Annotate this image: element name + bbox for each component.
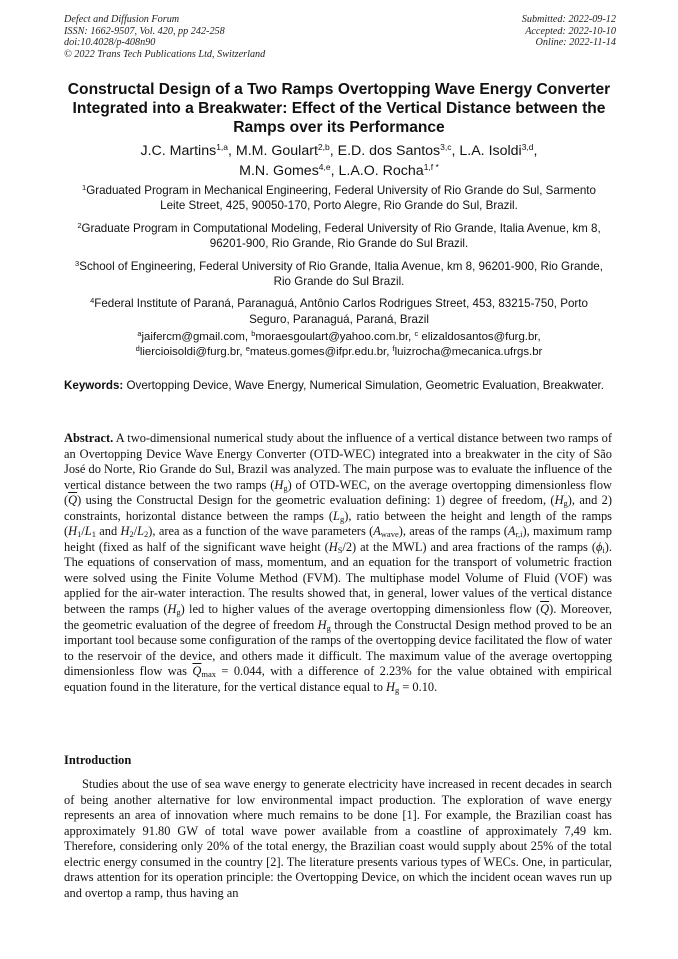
symbol-sub: g <box>176 607 181 618</box>
symbol-hs: H <box>328 539 338 554</box>
abstract-text: ), maximum ramp height (fixed as half of the significant wave height ( <box>64 524 613 554</box>
author-sup: 2,b <box>317 142 330 152</box>
email-list <box>72 330 606 361</box>
author-name: L.A. Isoldi <box>459 143 522 159</box>
symbol-h1: H <box>68 524 78 539</box>
journal-copyright: © 2022 Trans Tech Publications Ltd, Switzerland <box>64 48 266 60</box>
section-heading: Introduction <box>64 753 132 767</box>
abstract-text: ). Moreover, the geometric evaluation of the degree of freedom <box>64 602 613 632</box>
symbol-h: H <box>167 602 177 617</box>
symbol-sub: g <box>339 513 345 524</box>
symbol-sub: 1 <box>77 529 82 540</box>
author-list: J.C. Martins$^{1,a}$, M.M. Goulart$^{2,b}$, E.D. dos Santos$^{3,c}$, L.A. Isoldi$^{3,d}$, M.N. Gomes$^{4,e}$, L.A.O. Rocha$^{1,f *}$ <box>140 142 538 179</box>
affiliation <box>72 259 606 290</box>
symbol-q-bar: $\overline{Q}$ <box>68 493 78 508</box>
affiliation-text: School of Engineering, Federal University of Rio Grande, Italia Avenue, km 8, 96201-900, Rio Grande, Rio Grande do Sul Brazil. <box>79 259 603 289</box>
abstract-text: and <box>95 524 121 539</box>
email-sup: f <box>392 344 395 354</box>
abstract-text: ) led to higher values of the average overtopping dimensionless flow ( <box>180 602 541 617</box>
abstract <box>64 431 612 695</box>
symbol-h: H <box>554 493 564 508</box>
symbol-sub: g <box>563 498 568 509</box>
email-link[interactable]: mateus.gomes@ifpr.edu.br, <box>249 346 390 359</box>
affiliation-number: 1 <box>82 183 87 192</box>
email-sup: d <box>135 344 140 354</box>
abstract-text: through the Constructal Design method proved to be an important tool because some configuration of the ramps of the overtopping device facilitated the flow of water to the reservoir of the device, and others made it difficult. The maximum value of the average overtopping dimensionless flow was <box>64 617 613 679</box>
journal-issn: ISSN: 1662-9507, Vol. 420, pp 242-258 <box>64 25 225 37</box>
author-sup: 1,f * <box>423 162 439 172</box>
keywords-text: Overtopping Device, Wave Energy, Numerical Simulation, Geometric Evaluation, Breakwater. <box>126 379 604 392</box>
abstract-text: = 0.044, with a difference of 2.23% for the value obtained with empirical equation found in the literature, for the vertical distance equal to <box>64 664 612 694</box>
affiliation-number: 3 <box>75 258 80 268</box>
symbol-sub: r,i <box>515 529 523 540</box>
symbol-slash: / <box>133 524 138 539</box>
author-name: E.D. dos Santos <box>337 143 441 159</box>
abstract-label: Abstract. <box>64 431 114 445</box>
email-link[interactable]: jaifercm@gmail.com, <box>141 331 249 343</box>
abstract-text: = 0.10. <box>399 679 438 694</box>
symbol-sub: 2 <box>144 529 149 540</box>
submitted-date: Submitted: 2022-09-12 <box>521 14 616 25</box>
email-sup: e <box>245 344 250 354</box>
abstract-text: ), and 2) constraints, horizontal distance between the ramps ( <box>64 493 612 523</box>
abstract-text: ) using the Constructal Design for the geometric evaluation defining: 1) degree of freedom, ( <box>77 493 555 508</box>
affiliation-text: Graduate Program in Computational Modeling, Federal University of Rio Grande, Italia Avenue, km 8, 96201-900, Rio Grande, Rio Grande do Sul Brazil. <box>81 221 601 251</box>
author-sup: 4,e <box>318 162 331 172</box>
symbol-h: H <box>317 617 327 632</box>
affiliation-number: 2 <box>77 220 82 230</box>
symbol-h: H <box>386 679 395 694</box>
journal-name: Defect and Diffusion Forum <box>64 14 180 25</box>
affiliation-text: Federal Institute of Paraná, Paranaguá, Antônio Carlos Rodrigues Street, 453, 83215-750, Porto Seguro, Paranaguá, Paraná, Brazil <box>94 297 588 326</box>
author-sup: 3,c <box>440 142 452 152</box>
symbol-q-bar: $\overline{Q}$ <box>540 602 550 617</box>
abstract-text: ). The equations of conservation of mass, momentum, and an equation for the transport of volumetric fraction were solved using the Finite Volume Method (FVM). The multiphase model Volume of Fluid (VOF) was applied for the air-water interaction. The results showed that, in general, lower values of the vertical distance between the ramps ( <box>64 539 612 617</box>
abstract-text: ), ratio between the height and length of the ramps ( <box>64 508 612 539</box>
email-link[interactable]: liercioisoldi@furg.br, <box>139 346 243 359</box>
keywords <box>64 378 612 393</box>
abstract-text: ), areas of the ramps ( <box>398 524 508 539</box>
symbol-sub: S <box>337 544 343 555</box>
email-link[interactable]: luizrocha@mecanica.ufrgs.br <box>394 346 543 359</box>
symbol-sub: 2 <box>129 529 134 540</box>
affiliation <box>72 183 606 214</box>
abstract-text: /2) at the MWL) and area fractions of the ramps ( <box>342 539 596 554</box>
symbol-l2: L <box>137 524 145 539</box>
keywords-label: Keywords: <box>64 379 124 392</box>
symbol-h2: H <box>120 524 130 539</box>
symbol-slash: / <box>81 524 85 539</box>
journal-doi: doi:10.4028/p-408n90 <box>64 37 156 49</box>
submission-dates <box>396 14 616 49</box>
email-sup: b <box>251 329 256 338</box>
symbol-q-bar: $\overline{Q}$ <box>192 664 202 679</box>
journal-info <box>64 14 364 60</box>
abstract-text: A two-dimensional numerical study about the influence of a vertical distance between two ramps of an Overtopping Device Wave Energy Converter (OTD-WEC) integrated into a breakwater in the city of São José do Norte, Rio Grande do Sul, Brazil was analyzed. The main purpose was to evaluate the influence of the vertical distance between the two ramps ( <box>64 431 612 492</box>
online-date: Online: 2022-11-14 <box>535 37 616 49</box>
symbol-sub: max <box>201 669 217 680</box>
affiliation-list <box>72 183 606 334</box>
affiliation-number: 4 <box>90 296 95 306</box>
abstract-text: ) of OTD-WEC, on the average overtopping dimensionless flow ( <box>64 477 612 508</box>
author-name: M.M. Goulart <box>235 143 318 159</box>
email-link[interactable]: elizaldosantos@furg.br, <box>421 331 541 343</box>
accepted-date: Accepted: 2022-10-10 <box>525 25 616 37</box>
paper-title: Constructal Design of a Two Ramps Overtopping Wave Energy Converter Integrated into a Breakwater: Effect of the Vertical Distance between the Ramps over its Performance <box>67 81 611 136</box>
symbol-sub: i <box>602 544 605 555</box>
abstract-text: ), area as a function of the wave parameters ( <box>148 524 374 539</box>
symbol-sub: g <box>395 684 400 695</box>
symbol-a-wave: A <box>373 524 381 539</box>
author-name: J.C. Martins <box>140 143 217 159</box>
email-sup: c <box>414 329 419 338</box>
email-sup: a <box>137 329 142 338</box>
author-sup: 3,d <box>521 142 534 152</box>
symbol-h: H <box>274 477 284 492</box>
author-name: L.A.O. Rocha <box>338 163 424 179</box>
author-sup: 1,a <box>216 142 229 152</box>
email-link[interactable]: moraesgoulart@yahoo.com.br, <box>255 331 412 343</box>
intro-paragraph: Studies about the use of sea wave energy to generate electricity have increased in recent decades in search of being another alternative for low environmental impact production. The exploration of wave energy represents an area of innovation where much remains to be done [1]. For example, the Brazilian coast has approximately 91.80 GW of total wave power available from a coastline of approximately 7,49 km. Therefore, considering only 20% of the total energy, the Brazilian coast would supply about 25% of the total electric energy consumed in the country [2]. The literature presents various types of WECs. One, in particular, draws attention for its operation principle: the Overtopping Device, on which the incident ocean waves run up and overtop a ramp, thus having an <box>64 777 612 900</box>
symbol-l: L <box>333 508 340 523</box>
symbol-sub: g <box>326 622 331 633</box>
author-name: M.N. Gomes <box>239 163 319 179</box>
symbol-phi: ϕ <box>595 539 603 554</box>
affiliation-text: Graduated Program in Mechanical Engineering, Federal University of Rio Grande do Sul, Sarmento Leite Street, 425, 90050-170, Porto Alegre, Rio Grande do Sul, Brazil. <box>86 184 596 213</box>
affiliation <box>72 296 606 327</box>
symbol-sub: 1 <box>91 529 96 540</box>
symbol-sub: wave <box>380 529 399 540</box>
symbol-a-ramp: A <box>507 524 516 539</box>
symbol-sub: g <box>283 482 288 493</box>
symbol-l1: L <box>84 524 92 539</box>
affiliation <box>72 221 606 252</box>
